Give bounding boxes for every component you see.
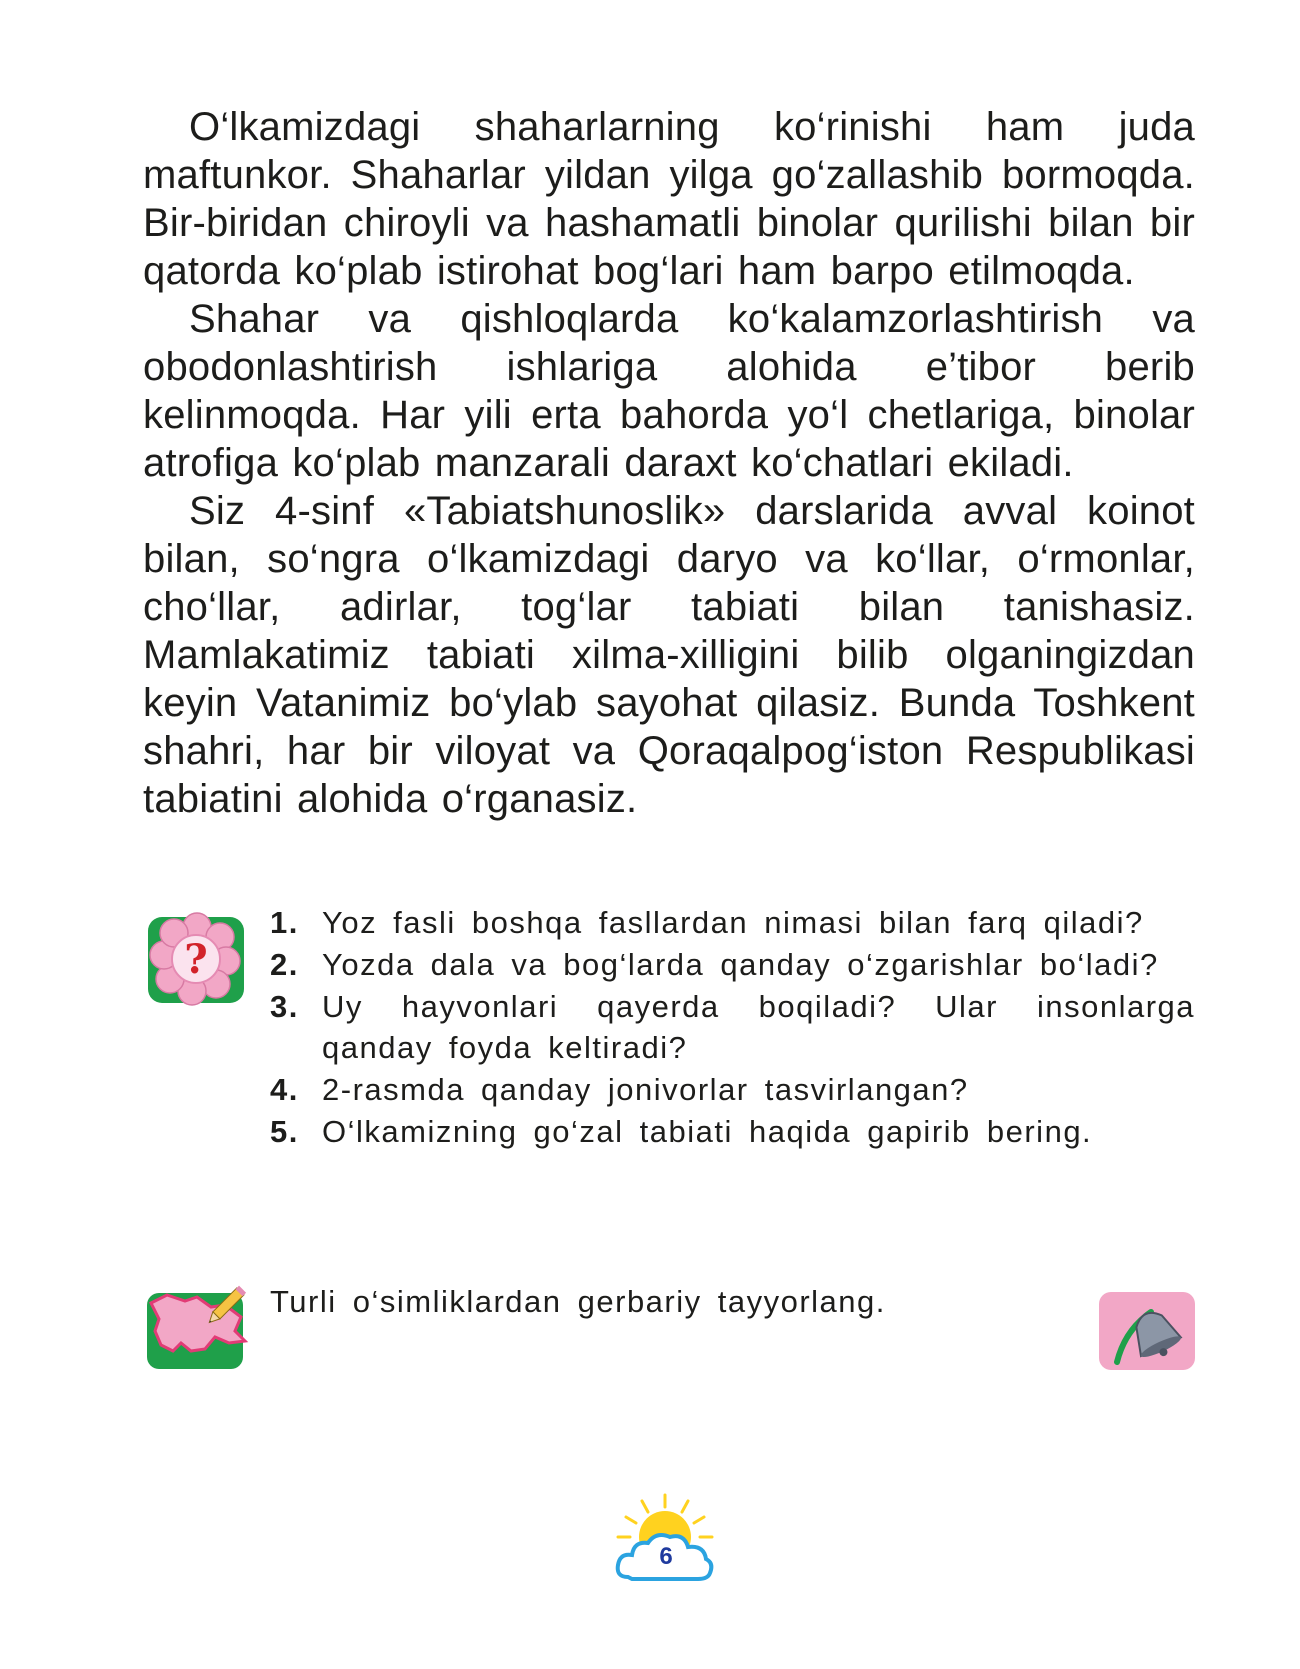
paragraph-3: Siz 4-sinf «Tabiatshunoslik» darslarida avval koinot bilan, so‘ngra o‘lkamizdagi daryo va ko‘llar, o‘rmonlar, cho‘llar, adirlar, tog‘lar tabiati bilan tanishasiz. Mamlakatimiz tabiati xilma-xilligini bilib olganingizdan keyin Vatanimiz bo‘ylab sayohat qilasiz. Bunda Toshkent shahri, har bir viloyat va Qoraqalpog‘iston Respublikasi tabiatini alohida o‘rganasiz. (143, 489, 1195, 821)
question-5 (270, 1111, 1195, 1152)
svg-text:?: ? (184, 936, 208, 983)
question-number: 2. (270, 947, 299, 982)
question-3 (270, 986, 1195, 1068)
question-1 (270, 902, 1195, 943)
question-text: 2-rasmda qanday jonivorlar tasvirlangan? (322, 1072, 969, 1107)
question-number: 4. (270, 1072, 299, 1107)
sun-cloud-icon (614, 1493, 716, 1585)
question-number: 5. (270, 1114, 299, 1149)
question-text: O‘lkamizning go‘zal tabiati haqida gapirib bering. (322, 1114, 1093, 1149)
paragraph-2: Shahar va qishloqlarda ko‘kalamzorlashtirish va obodonlashtirish ishlariga alohida e’tibor berib kelinmoqda. Har yili erta bahorda yo‘l chetlariga, binolar atrofiga ko‘plab manzarali daraxt ko‘chatlari ekiladi. (143, 297, 1195, 485)
question-flower-icon (146, 907, 248, 1007)
body-text (143, 103, 1195, 823)
paragraph-1: O‘lkamizdagi shaharlarning ko‘rinishi ham juda maftunkor. Shaharlar yildan yilga go‘zallashib bormoqda. Bir-biridan chiroyli va hashamatli binolar qurilishi bilan bir qatorda ko‘plab istirohat bog‘lari ham barpo etilmoqda. (143, 105, 1195, 293)
bell-icon (1097, 1290, 1197, 1372)
task-text: Turli o‘simliklardan gerbariy tayyorlang. (270, 1284, 886, 1319)
question-2 (270, 944, 1195, 985)
question-text: Uy hayvonlari qayerda boqiladi? Ular insonlarga qanday foyda keltiradi? (322, 989, 1195, 1065)
question-number: 3. (270, 989, 299, 1024)
question-text: Yozda dala va bog‘larda qanday o‘zgarishlar bo‘ladi? (322, 947, 1159, 982)
page-number: 6 (659, 1543, 673, 1570)
map-pencil-icon (145, 1279, 253, 1372)
question-number: 1. (270, 905, 299, 940)
question-4 (270, 1069, 1195, 1110)
question-text: Yoz fasli boshqa fasllardan nimasi bilan farq qiladi? (322, 905, 1144, 940)
questions-list (270, 902, 1195, 1153)
